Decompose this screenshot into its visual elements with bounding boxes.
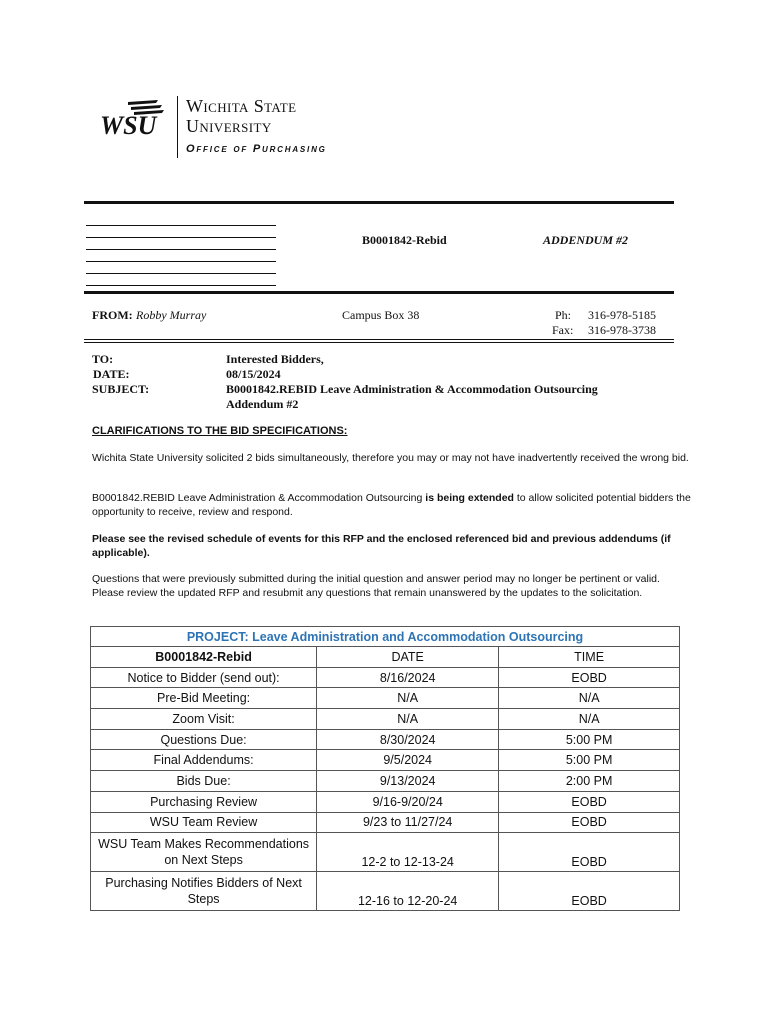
fax-number: 316-978-3738	[588, 323, 656, 337]
table-row	[91, 872, 680, 911]
event-cell: Zoom Visit:	[91, 709, 317, 730]
from-name: Robby Murray	[136, 308, 207, 322]
event-cell-line2: on Next Steps	[164, 853, 243, 868]
table-row	[91, 791, 680, 812]
subject-value-line1: B0001842.REBID Leave Administration & Accommodation Outsourcing	[226, 382, 598, 396]
event-cell: WSU Team Review	[91, 812, 317, 833]
date-cell: N/A	[317, 688, 499, 709]
blank-line	[86, 225, 276, 226]
bid-number: B0001842-Rebid	[362, 233, 447, 247]
table-row	[91, 667, 680, 688]
clarification-paragraph-3: Please see the revised schedule of events for this RFP and the enclosed referenced bid and previous addendums (if applicable).	[92, 533, 671, 559]
logo-university-name-line1: Wichita State	[186, 96, 297, 116]
time-cell: EOBD	[499, 667, 680, 688]
clarification-paragraph-4: Questions that were previously submitted during the initial question and answer period may no longer be pertinent or valid. Please review the updated RFP and resubmit any questions that remain unanswered by the updates to the solicitation.	[92, 573, 660, 599]
table-row	[91, 688, 680, 709]
table-row	[91, 729, 680, 750]
logo-mark-text: WSU	[100, 111, 157, 140]
time-cell: EOBD	[499, 872, 680, 911]
table-title-row	[91, 627, 680, 647]
phone-label: Ph:	[555, 308, 572, 322]
time-cell: EOBD	[499, 791, 680, 812]
subject-label: SUBJECT:	[92, 382, 150, 396]
event-cell: Purchasing Review	[91, 791, 317, 812]
date-label: DATE:	[93, 367, 130, 381]
logo-divider	[177, 96, 178, 158]
blank-line	[86, 249, 276, 250]
phone-number: 316-978-5185	[588, 308, 656, 322]
column-header-time: TIME	[499, 647, 680, 668]
event-cell-line1: WSU Team Makes Recommendations	[98, 837, 310, 852]
clarification-paragraph-1: Wichita State University solicited 2 bids simultaneously, therefore you may or may not have inadvertently received the wrong bid.	[92, 452, 689, 464]
logo-university-name-line2: University	[186, 116, 272, 136]
wsu-logo-mark-icon	[98, 96, 166, 140]
date-cell: 9/23 to 11/27/24	[317, 812, 499, 833]
event-cell: Bids Due:	[91, 771, 317, 792]
header-bottom-rule	[84, 291, 674, 294]
paragraph-2-emphasis: is being extended	[425, 492, 514, 504]
to-label: TO:	[92, 352, 114, 366]
time-cell: N/A	[499, 709, 680, 730]
from-label: FROM:	[92, 308, 133, 322]
date-cell: 12-16 to 12-20-24	[317, 872, 499, 911]
clarification-paragraph-2	[92, 492, 692, 519]
paragraph-2-text-end: to allow solicited potential bidders the opportunity to receive, review and respond.	[92, 492, 691, 518]
project-title: PROJECT: Leave Administration and Accommodation Outsourcing	[91, 627, 680, 647]
event-cell	[91, 872, 317, 911]
blank-line	[86, 285, 276, 286]
event-cell: Questions Due:	[91, 729, 317, 750]
blank-line	[86, 261, 276, 262]
to-value: Interested Bidders,	[226, 352, 324, 366]
clarifications-heading: CLARIFICATIONS TO THE BID SPECIFICATIONS:	[92, 425, 348, 437]
date-cell: 8/30/2024	[317, 729, 499, 750]
time-cell: 5:00 PM	[499, 750, 680, 771]
date-cell: 9/13/2024	[317, 771, 499, 792]
time-cell: 2:00 PM	[499, 771, 680, 792]
subject-value-line2: Addendum #2	[226, 397, 299, 411]
from-bottom-rule	[84, 339, 674, 340]
addendum-label: ADDENDUM #2	[543, 233, 629, 247]
time-cell: 5:00 PM	[499, 729, 680, 750]
from-bottom-rule	[84, 342, 674, 343]
date-cell: 12-2 to 12-13-24	[317, 833, 499, 872]
table-row	[91, 750, 680, 771]
table-row	[91, 709, 680, 730]
table-row	[91, 812, 680, 833]
event-cell: Final Addendums:	[91, 750, 317, 771]
paragraph-2-text: B0001842.REBID Leave Administration & Accommodation Outsourcing	[92, 492, 426, 504]
date-cell: N/A	[317, 709, 499, 730]
blank-line	[86, 273, 276, 274]
date-cell: 9/16-9/20/24	[317, 791, 499, 812]
event-cell-line1: Purchasing Notifies Bidders of Next	[105, 876, 302, 891]
schedule-table	[90, 626, 680, 911]
table-row	[91, 833, 680, 872]
time-cell: EOBD	[499, 833, 680, 872]
column-header-event: B0001842-Rebid	[91, 647, 317, 668]
date-cell: 9/5/2024	[317, 750, 499, 771]
table-row	[91, 771, 680, 792]
column-header-date: DATE	[317, 647, 499, 668]
logo-office-name: Office of Purchasing	[186, 143, 327, 155]
event-cell: Pre-Bid Meeting:	[91, 688, 317, 709]
top-rule	[84, 201, 674, 204]
event-cell: Notice to Bidder (send out):	[91, 667, 317, 688]
table-header-row	[91, 647, 680, 668]
event-cell	[91, 833, 317, 872]
fax-label: Fax:	[552, 323, 574, 337]
date-value: 08/15/2024	[226, 367, 281, 381]
time-cell: N/A	[499, 688, 680, 709]
campus-box: Campus Box 38	[342, 308, 420, 322]
time-cell: EOBD	[499, 812, 680, 833]
blank-line	[86, 237, 276, 238]
date-cell: 8/16/2024	[317, 667, 499, 688]
event-cell-line2: Steps	[187, 892, 220, 907]
